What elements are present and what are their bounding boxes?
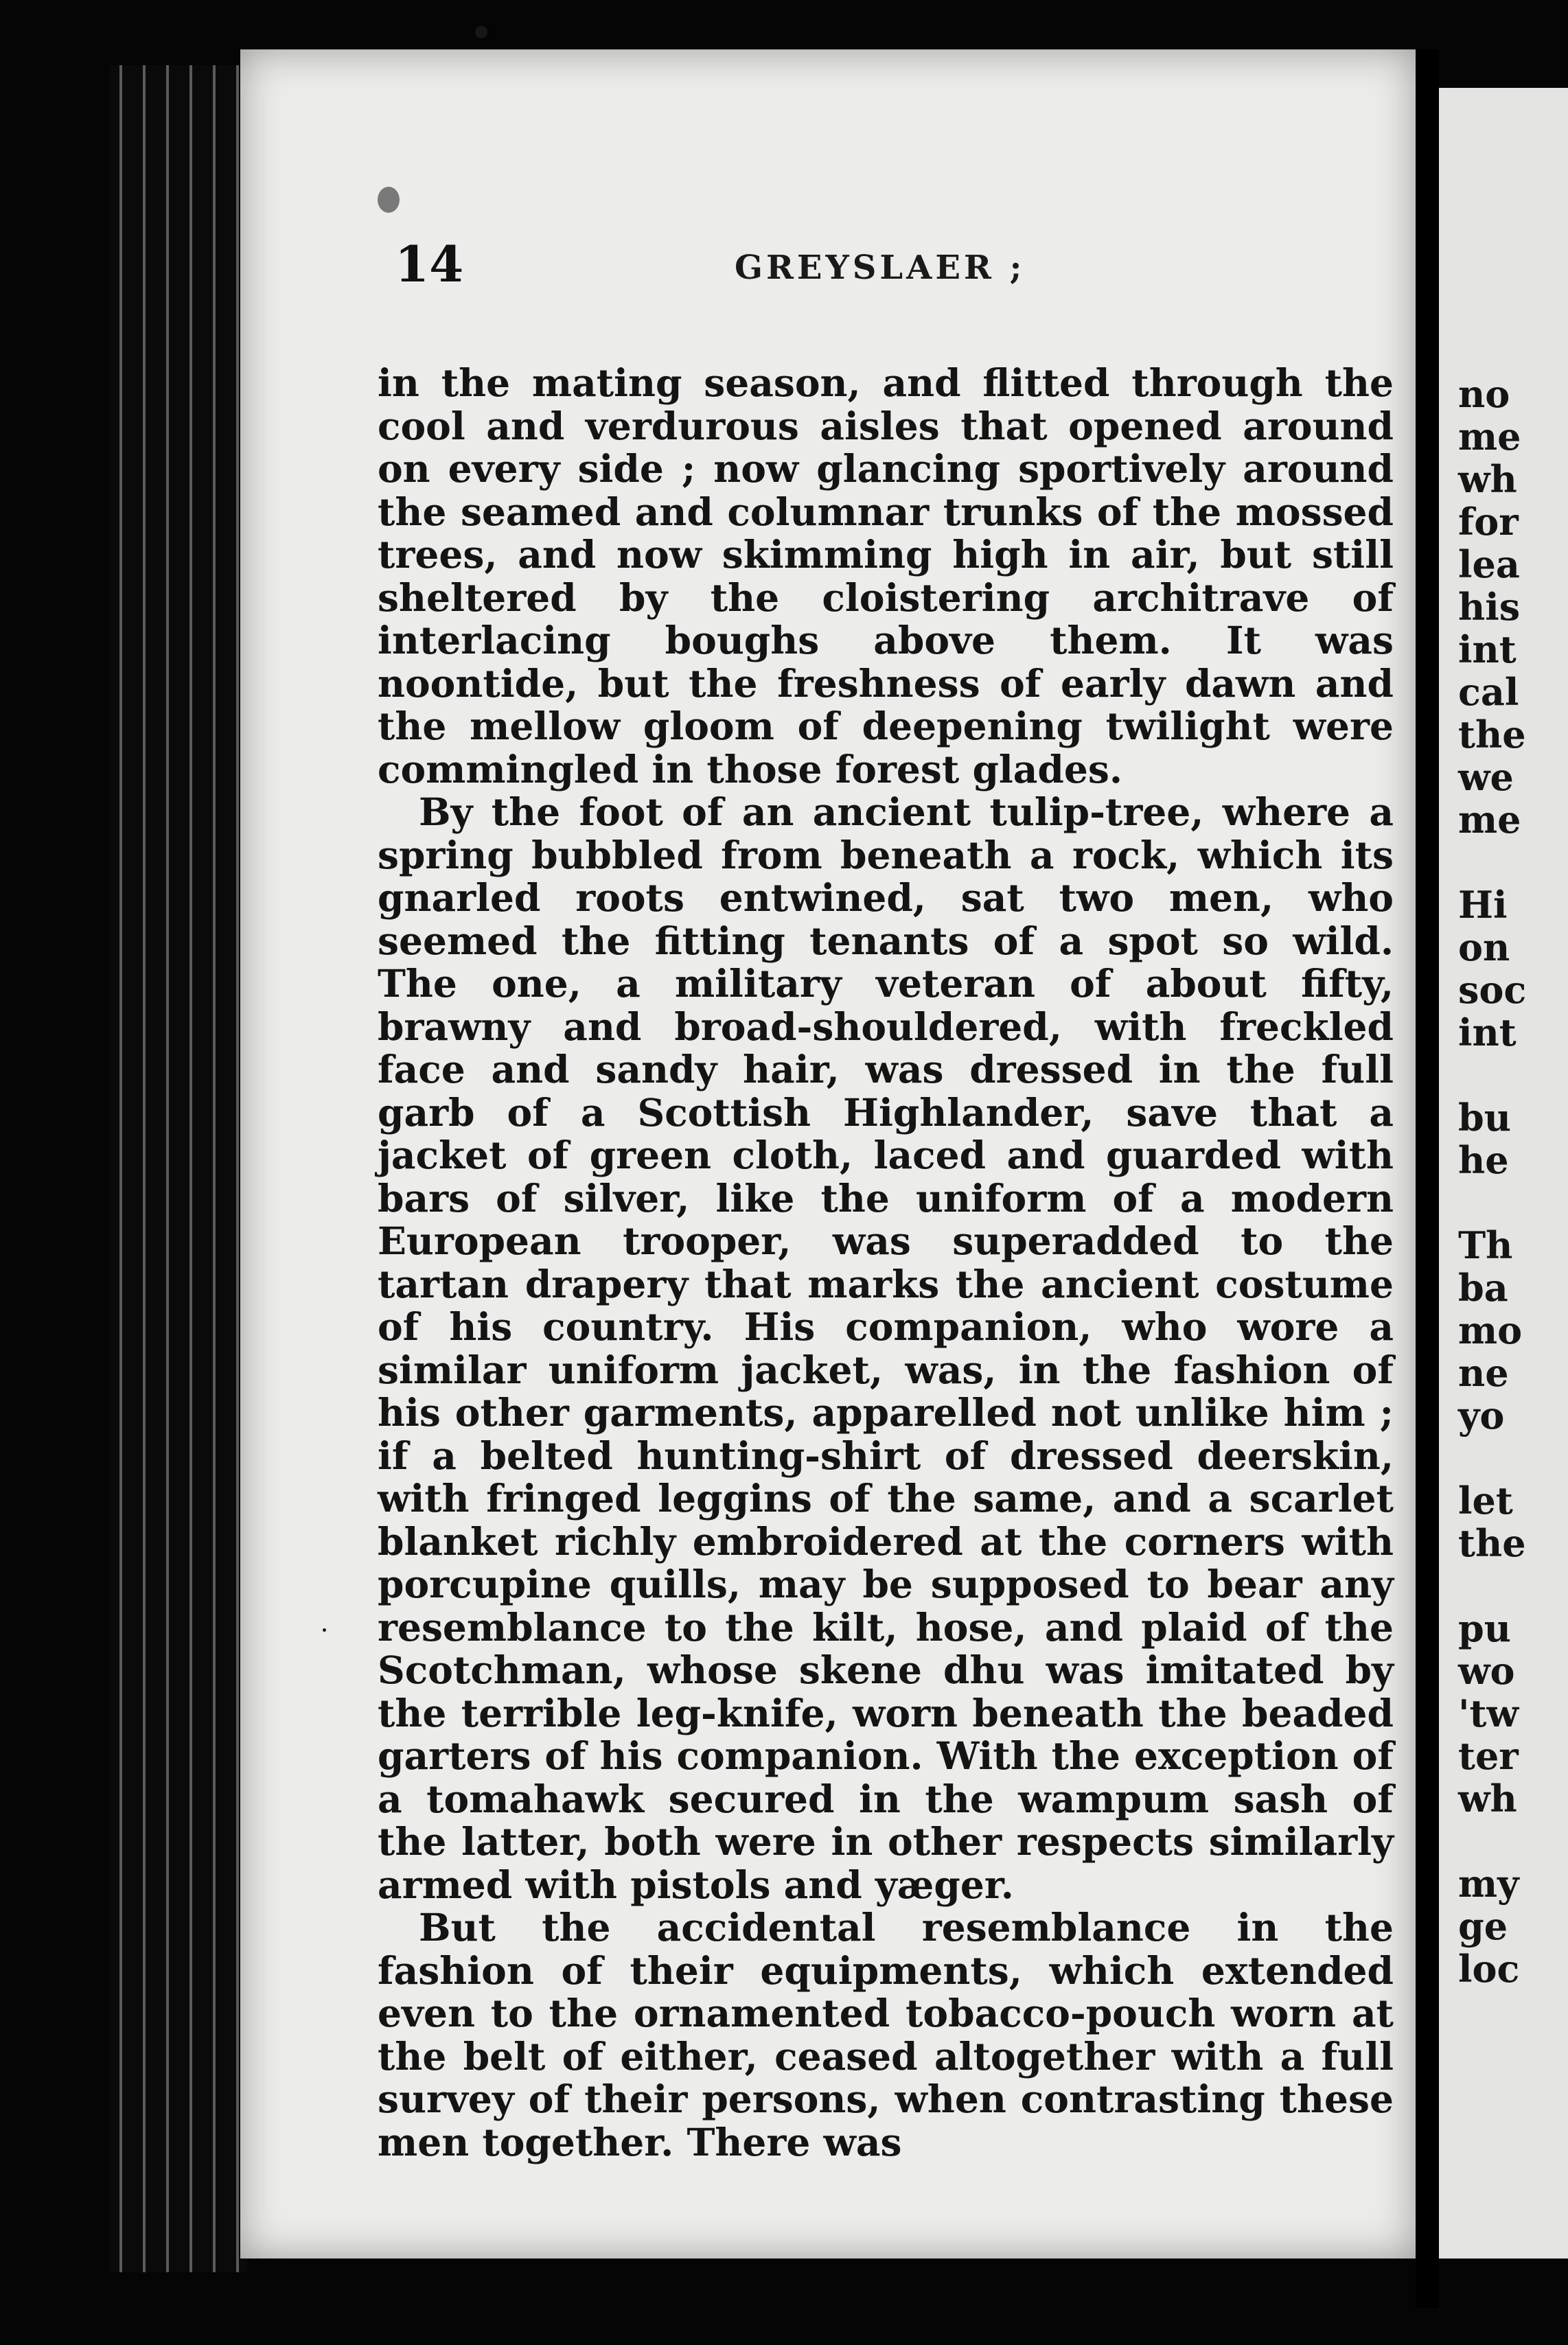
- facing-page-line: Th: [1458, 1223, 1513, 1267]
- facing-page-line: [1458, 841, 1526, 883]
- facing-page-line: no: [1458, 372, 1510, 416]
- paragraph: in the mating season, and flitted through the cool and verdurous aisles that opened around on every side ; now glancing sportively around the seamed and columnar trunks of the mossed trees, and now skimming high in air, but still sheltered by the cloistering architrave of interlacing boughs above them. It was noontide, but the freshness of early dawn and the mellow gloom of deepening twilight were commingled in those forest glades.: [378, 360, 1394, 792]
- page-number: 14: [395, 235, 464, 293]
- facing-page-line: [1458, 1437, 1526, 1479]
- paragraph: By the foot of an ancient tulip-tree, where a spring bubbled from beneath a rock, which its gnarled roots entwined, sat two men, who seemed the fitting tenants of a spot so wild. The one, a military veteran of about fifty, brawny and broad-shouldered, with freckled face and sandy hair, was dressed in the full garb of a Scottish Highlander, save that a jacket of green cloth, laced and guarded with bars of silver, like the uniform of a modern European trooper, was superadded to the tartan drapery that marks the ancient costume of his country. His companion, who wore a similar uniform jacket, was, in the fashion of his other garments, apparelled not unlike him ; if a belted hunting-shirt of dressed deerskin, with fringed leggins of the same, and a scarlet blanket richly embroidered at the corners with porcupine quills, may be supposed to bear any resemblance to the kilt, hose, and plaid of the Scotchman, whose skene dhu was imitated by the terrible leg-knife, worn beneath the beaded garters of his companion. With the exception of a tomahawk secured in the wampum sash of the latter, both were in other respects similarly armed with pistols and yæger.: [378, 789, 1394, 1907]
- facing-page-line: his: [1458, 585, 1521, 629]
- book-gutter: [1416, 49, 1439, 2308]
- facing-page-line: Hi: [1458, 883, 1508, 927]
- facing-page-line: me: [1458, 798, 1521, 842]
- facing-page-line: my: [1458, 1862, 1519, 1906]
- ink-speck: [475, 26, 487, 38]
- book-page: [240, 49, 1416, 2259]
- facing-page-line: [1458, 1564, 1526, 1607]
- paragraph: But the accidental resemblance in the fashion of their equipments, which extended even to the ornamented tobacco-pouch worn at the belt of either, ceased altogether with a full survey of their persons, when contrasting these men together. There was: [378, 1905, 1394, 2164]
- facing-page-line: 'tw: [1458, 1691, 1519, 1735]
- facing-page-line: ter: [1458, 1734, 1519, 1778]
- facing-page-line: [1458, 1054, 1526, 1096]
- facing-page-line: int: [1458, 1010, 1517, 1054]
- facing-page-line: wh: [1458, 1777, 1517, 1821]
- book-page-edges: [110, 65, 247, 2272]
- facing-page-line: me: [1458, 415, 1521, 459]
- facing-page-line: mo: [1458, 1308, 1523, 1352]
- running-head: GREYSLAER ;: [735, 249, 1026, 287]
- facing-page-line: soc: [1458, 968, 1527, 1012]
- facing-page-line: the: [1458, 713, 1526, 756]
- facing-page-line: ge: [1458, 1904, 1508, 1948]
- facing-page-line: [1458, 1181, 1526, 1224]
- facing-page-line: yo: [1458, 1394, 1505, 1437]
- facing-page-line: ba: [1458, 1266, 1508, 1310]
- facing-page-line: lea: [1458, 542, 1520, 586]
- facing-page-line: cal: [1458, 670, 1519, 714]
- facing-page-line: pu: [1458, 1606, 1512, 1650]
- facing-page-line: the: [1458, 1521, 1526, 1565]
- facing-page-line: loc: [1458, 1947, 1520, 1991]
- facing-page-line: he: [1458, 1138, 1509, 1182]
- facing-page-line: wo: [1458, 1649, 1515, 1693]
- facing-page-line: bu: [1458, 1096, 1512, 1140]
- facing-page-text: [1458, 373, 1526, 1990]
- body-text: [378, 362, 1394, 2164]
- facing-page-line: wh: [1458, 457, 1517, 501]
- facing-page-line: for: [1458, 500, 1519, 544]
- ink-speck: [378, 187, 400, 213]
- facing-page: [1439, 88, 1568, 2259]
- facing-page-line: ne: [1458, 1351, 1509, 1395]
- facing-page-line: on: [1458, 925, 1510, 969]
- facing-page-line: int: [1458, 627, 1517, 671]
- facing-page-line: [1458, 1820, 1526, 1862]
- ink-speck: [323, 1628, 326, 1632]
- facing-page-line: we: [1458, 755, 1514, 799]
- facing-page-line: let: [1458, 1479, 1513, 1523]
